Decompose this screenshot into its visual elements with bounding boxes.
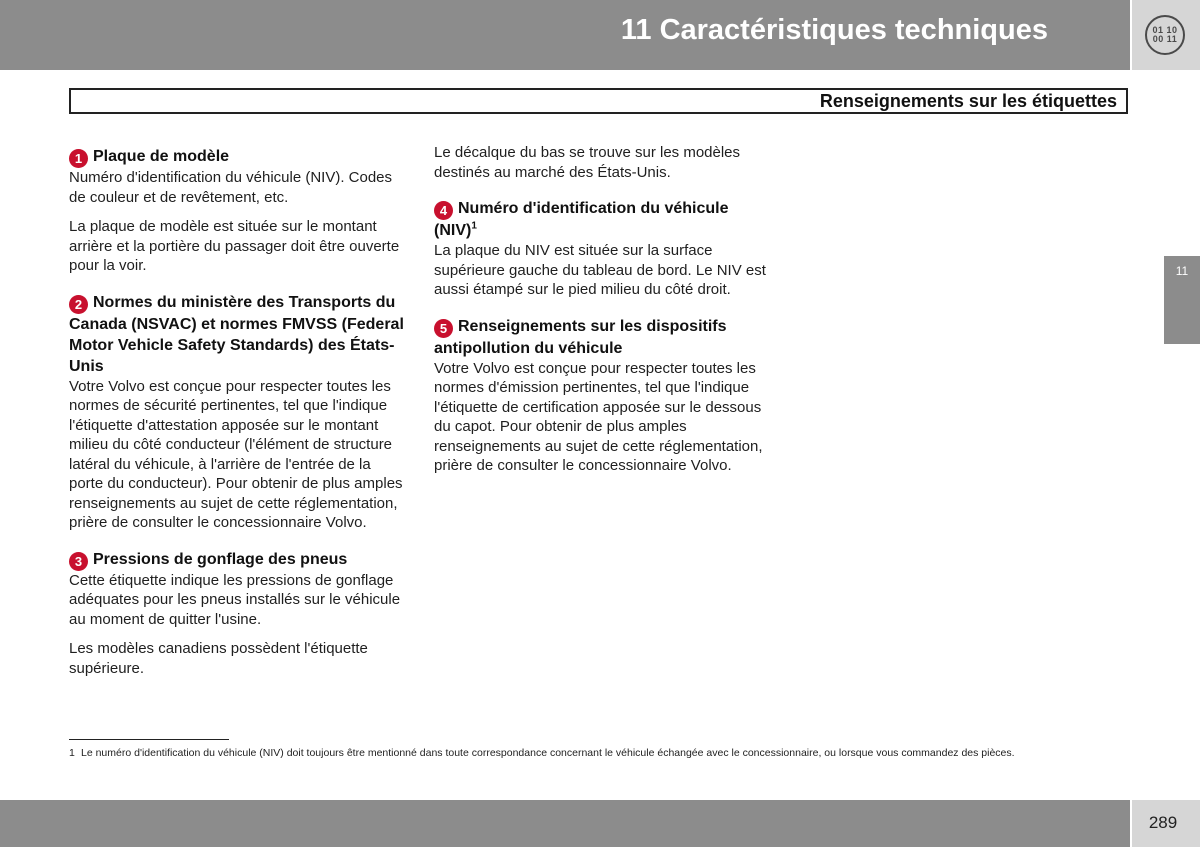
number-badge-icon: 1 xyxy=(69,149,88,168)
binary-code-icon xyxy=(1145,15,1185,55)
section-title: Renseignements sur les étiquettes xyxy=(819,91,1117,111)
item-1-para1: Numéro d'identification du véhicule (NIV). Codes de couleur et de revêtement, etc. xyxy=(69,169,393,206)
item-2-heading-text: Normes du ministère des Transports du Canada (NSVAC) et normes FMVSS (Federal Motor Vehicle Safety Standards) des États-Unis xyxy=(69,293,404,375)
middle-column xyxy=(434,143,774,492)
item-1-para2: La plaque de modèle est située sur le montant arrière et la portière du passager doit être ouverte pour la voir. xyxy=(69,218,400,274)
number-badge-icon: 4 xyxy=(434,201,453,220)
number-badge-icon: 3 xyxy=(69,552,88,571)
header-band xyxy=(0,0,1130,70)
item-4-heading-text: Numéro d'identification du véhicule (NIV) xyxy=(434,200,729,239)
header-icon-box xyxy=(1132,0,1200,70)
chapter-title: 11 Caractéristiques techniques xyxy=(620,14,1048,46)
side-tab-label: 11 xyxy=(1175,264,1189,278)
item-2 xyxy=(69,292,404,533)
item-1-heading xyxy=(69,146,404,168)
item-4-para1: La plaque du NIV est située sur la surface supérieure gauche du tableau de bord. Le NIV est aussi étampé sur le pied milieu du côté droit. xyxy=(434,242,766,298)
chapter-side-tab xyxy=(1164,256,1200,344)
section-header-box xyxy=(69,88,1128,114)
footer-page-box xyxy=(1132,800,1200,847)
item-4 xyxy=(434,198,774,300)
item-2-heading xyxy=(69,292,404,377)
footnote-text: Le numéro d'identification du véhicule (NIV) doit toujours être mentionné dans toute correspondance concernant le véhicule échangée avec le concessionnaire, ou lorsque vous commandez des pièces. xyxy=(81,747,1015,759)
number-badge-icon: 5 xyxy=(434,319,453,338)
icon-code-bottom: 00 11 xyxy=(1152,34,1178,44)
icon-code-top: 01 10 xyxy=(1152,25,1178,35)
page-number: 289 xyxy=(1148,813,1178,832)
footnote xyxy=(69,747,1129,760)
item-5 xyxy=(434,316,774,476)
item-1 xyxy=(69,146,404,276)
footnote-divider xyxy=(69,739,229,740)
middle-intro: Le décalque du bas se trouve sur les modèles destinés au marché des États-Unis. xyxy=(434,144,741,181)
item-4-heading xyxy=(434,198,774,241)
footnote-ref: 1 xyxy=(471,220,477,232)
number-badge-icon: 2 xyxy=(69,295,88,314)
item-3-heading xyxy=(69,549,404,571)
left-column xyxy=(69,146,404,694)
item-5-heading-text: Renseignements sur les dispositifs antipollution du véhicule xyxy=(434,317,727,357)
item-1-heading-text: Plaque de modèle xyxy=(93,148,230,165)
item-3-heading-text: Pressions de gonflage des pneus xyxy=(93,550,348,568)
footnote-mark: 1 xyxy=(69,747,75,759)
item-5-heading xyxy=(434,316,774,359)
footer-band xyxy=(0,800,1130,847)
item-2-para1: Votre Volvo est conçue pour respecter toutes les normes de sécurité pertinentes, tel que l'indique l'étiquette d'attestation apposée sur le montant milieu du côté conducteur (l'élément de structure latéral du véhicule, à l'arrière de l'entrée de la porte du conducteur). Pour obtenir de plus amples renseignements au sujet de cette réglementation, prière de consulter le concessionnaire Volvo. xyxy=(69,377,403,531)
item-5-para1: Votre Volvo est conçue pour respecter toutes les normes d'émission pertinentes, tel que l'indique l'étiquette de certification apposée sur le dessous du capot. Pour obtenir de plus amples renseignements au sujet de cette réglementation, prière de consulter le concessionnaire Volvo. xyxy=(434,359,763,474)
item-3-para2: Les modèles canadiens possèdent l'étiquette supérieure. xyxy=(69,640,368,677)
item-3 xyxy=(69,549,404,679)
item-3-para1: Cette étiquette indique les pressions de gonflage adéquates pour les pneus installés sur le véhicule au moment de quitter l'usine. xyxy=(69,571,401,628)
